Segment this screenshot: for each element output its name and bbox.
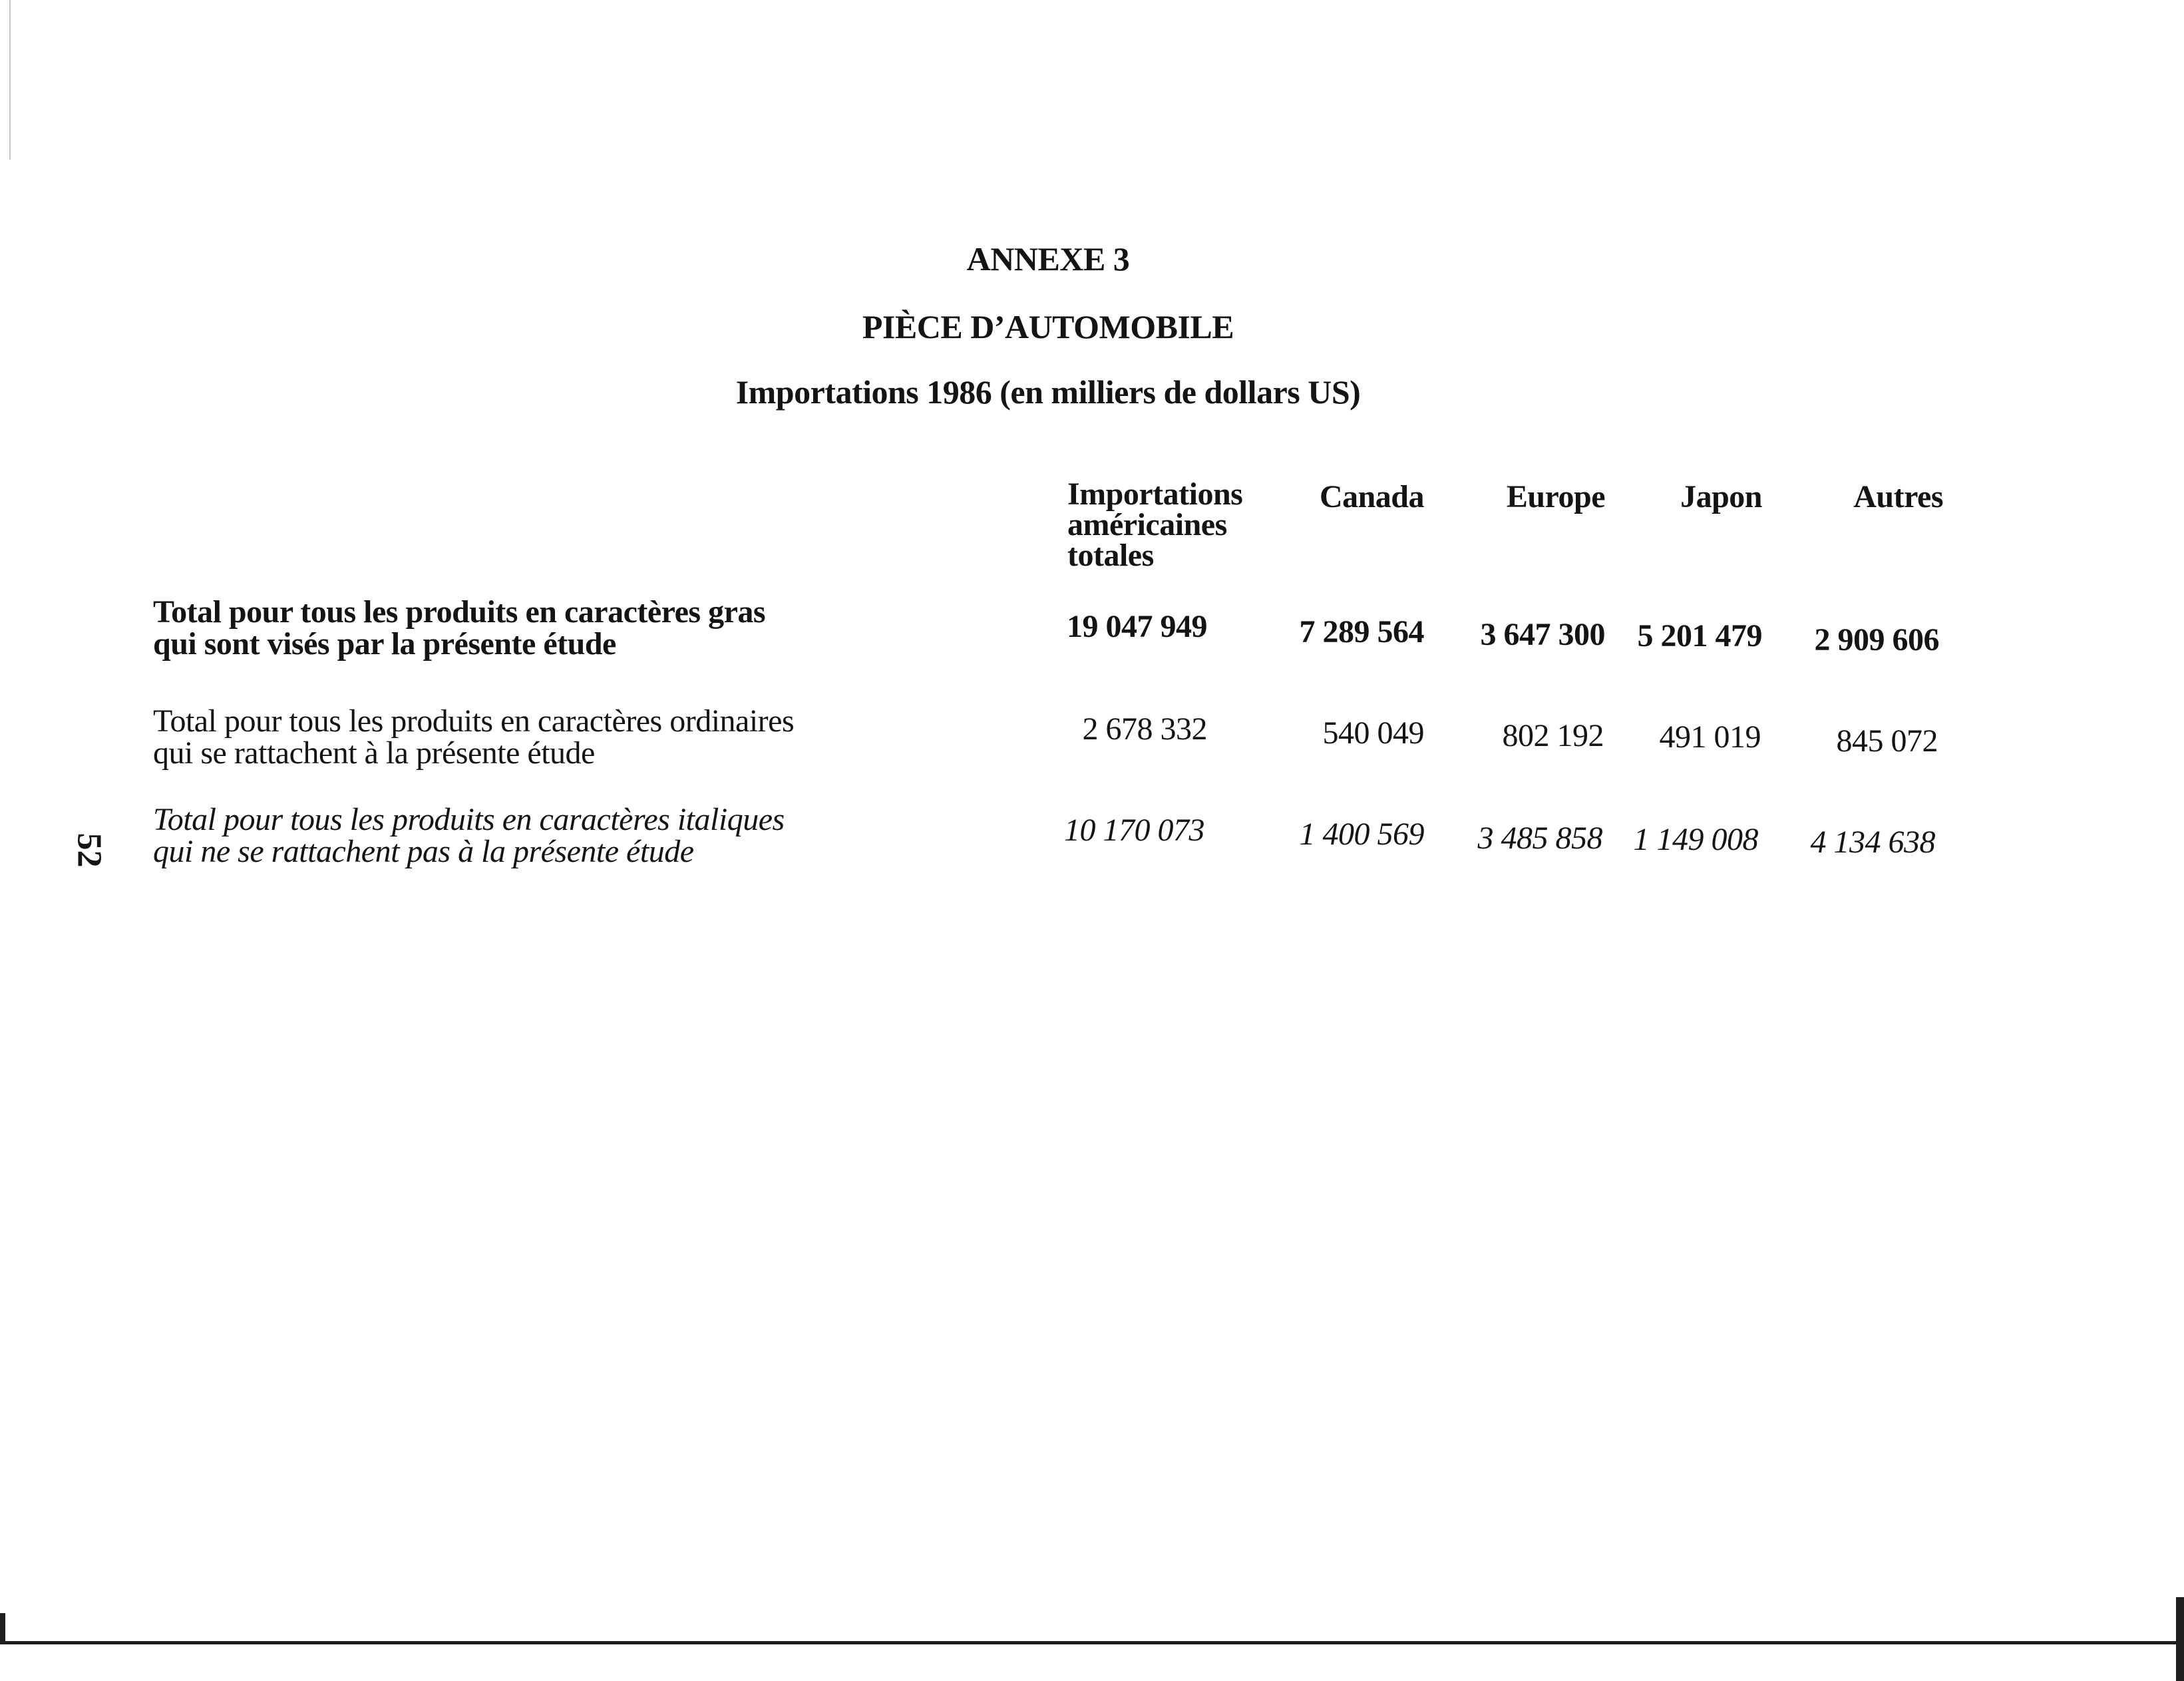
- cell-autres: 845 072: [1836, 723, 1938, 759]
- scan-border-bottom: [0, 1641, 2184, 1644]
- scan-border-left: [0, 1613, 5, 1644]
- cell-europe: 3 647 300: [1480, 617, 1605, 652]
- row-label-bold: [153, 596, 885, 660]
- row-label-line: qui sont visés par la présente étude: [153, 626, 616, 661]
- scan-edge-left: [9, 0, 11, 160]
- cell-europe: 802 192: [1502, 718, 1604, 753]
- cell-total: 2 678 332: [1082, 711, 1207, 747]
- column-header-total-line-2: américaines: [1067, 507, 1227, 542]
- cell-total: 19 047 949: [1067, 609, 1207, 644]
- row-label-line: Total pour tous les produits en caractères gras: [153, 594, 766, 630]
- column-header-total-line-3: totales: [1067, 538, 1154, 573]
- cell-japon: 5 201 479: [1637, 618, 1762, 654]
- cell-canada: 540 049: [1322, 715, 1424, 751]
- cell-canada: 7 289 564: [1299, 614, 1424, 650]
- column-header-total-line-1: Importations: [1067, 476, 1243, 512]
- column-header-japon: Japon: [1680, 479, 1762, 514]
- cell-japon: 1 149 008: [1633, 822, 1758, 857]
- column-header-europe: Europe: [1506, 479, 1605, 514]
- cell-canada: 1 400 569: [1299, 817, 1424, 852]
- row-label-line: Total pour tous les produits en caractères italiques: [153, 802, 785, 837]
- annex-title: ANNEXE 3: [966, 240, 1130, 278]
- column-header-total-imports: [1067, 476, 1267, 573]
- cell-total: 10 170 073: [1064, 813, 1204, 848]
- row-label-line: Total pour tous les produits en caractères ordinaires: [153, 703, 795, 739]
- column-header-autres: Autres: [1853, 479, 1943, 514]
- page-number: 52: [70, 833, 108, 868]
- row-label-line: qui ne se rattachent pas à la présente étude: [153, 834, 694, 869]
- row-label-italic: [153, 804, 885, 868]
- document-title: PIÈCE D’AUTOMOBILE: [862, 308, 1234, 345]
- row-label-regular: [153, 705, 885, 769]
- cell-japon: 491 019: [1659, 719, 1761, 755]
- scan-border-right: [2176, 1597, 2184, 1681]
- cell-autres: 2 909 606: [1814, 622, 1939, 657]
- cell-europe: 3 485 858: [1477, 821, 1602, 856]
- document-subtitle: Importations 1986 (en milliers de dollars US): [735, 373, 1361, 411]
- column-header-canada: Canada: [1319, 479, 1424, 514]
- cell-autres: 4 134 638: [1810, 825, 1935, 860]
- row-label-line: qui se rattachent à la présente étude: [153, 735, 595, 771]
